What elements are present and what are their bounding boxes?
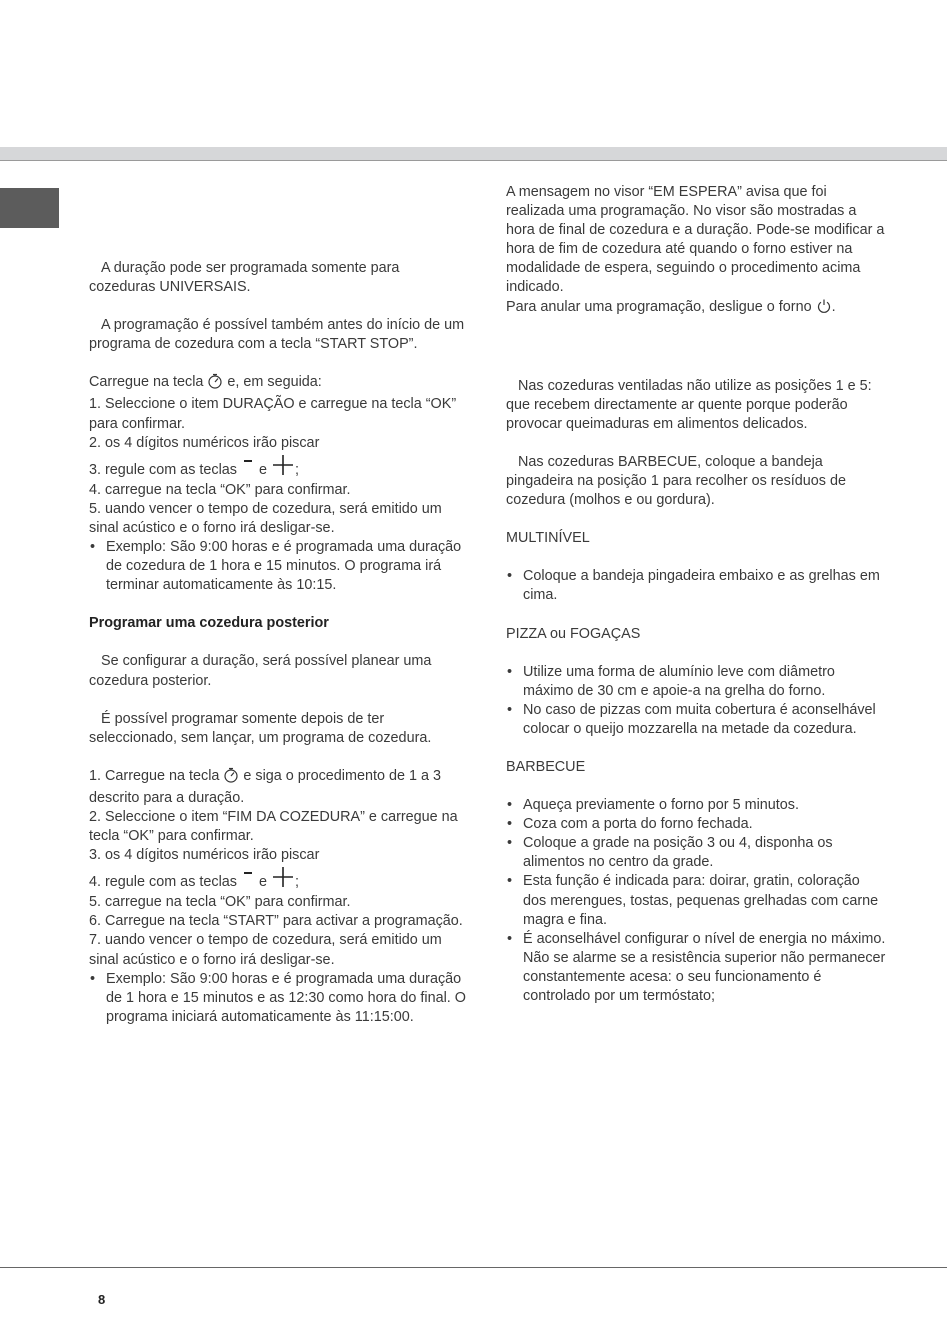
list-item: • No caso de pizzas com muita cobertura é aconselhável colocar o queijo mozzarella na metade da cozedura. — [506, 701, 886, 739]
later-step-4: 4. regule com as teclas e ; — [89, 865, 469, 893]
duration-step-1: 1. Seleccione o item DURAÇÃO e carregue na tecla “OK” para confirmar. — [89, 396, 457, 432]
duration-start-stop-paragraph: A programação é possível também antes do início de um programa de cozedura com a tecla “START STOP”. — [89, 317, 465, 353]
header-band — [0, 147, 947, 160]
list-item: • Utilize uma forma de alumínio leve com diâmetro máximo de 30 cm e apoie-a na grelha do forno. — [506, 663, 886, 701]
section-heading-later-cooking: Programar uma cozedura posterior — [89, 615, 329, 632]
duration-step-4: 4. carregue na tecla “OK” para confirmar. — [89, 481, 351, 498]
footer-rule — [0, 1267, 947, 1268]
press-timer-line: Carregue na tecla e, em seguida: — [89, 373, 469, 395]
pizza-list — [506, 663, 886, 739]
left-column — [89, 259, 469, 1027]
later-step-5: 5. carregue na tecla “OK” para confirmar. — [89, 894, 351, 911]
later-cooking-intro: Se configurar a duração, será possível planear uma cozedura posterior. — [89, 653, 432, 689]
later-step-3: 3. os 4 dígitos numéricos irão piscar — [89, 847, 320, 864]
language-tab-marker — [0, 188, 59, 228]
standby-message-paragraph: A mensagem no visor “EM ESPERA” avisa que foi realizada uma programação. No visor são mostradas a hora de final de cozedura e a duração. Pode-se modificar a hora de fim de cozedura até quando o forno estiver na modalidade de espera, seguindo o procedimento acima indicado. — [506, 184, 885, 296]
list-item: • Coloque a grade na posição 3 ou 4, disponha os alimentos no centro da grade. — [506, 834, 886, 872]
page-number: 8 — [98, 1292, 106, 1307]
ventilated-cooking-paragraph: Nas cozeduras ventiladas não utilize as posições 1 e 5: que recebem directamente ar quente porque poderão provocar queimaduras em alimentos delicados. — [506, 377, 872, 432]
power-icon — [816, 298, 832, 320]
duration-example-list — [89, 538, 469, 595]
list-item: • Aqueça previamente o forno por 5 minutos. — [506, 796, 886, 815]
duration-step-3: 3. regule com as teclas e ; — [89, 453, 469, 481]
list-item: • Coloque a bandeja pingadeira embaixo e as grelhas em cima. — [506, 567, 886, 605]
later-step-6: 6. Carregue na tecla “START” para activar a programação. — [89, 913, 463, 930]
later-step-1: 1. Carregue na tecla e siga o procedimento de 1 a 3 descrito para a duração. — [89, 767, 442, 806]
duration-step-2: 2. os 4 dígitos numéricos irão piscar — [89, 434, 320, 451]
list-item: • É aconselhável configurar o nível de energia no máximo. Não se alarme se a resistência superior não permanecer constantemente acesa: o seu funcionamento é controlado por um termóstato; — [506, 930, 886, 1006]
header-band-line — [0, 160, 947, 161]
right-column — [506, 183, 886, 1006]
barbecue-tray-paragraph: Nas cozeduras BARBECUE, coloque a bandeja pingadeira na posição 1 para recolher os resíduos de cozedura (molhos e ou gordura). — [506, 453, 846, 509]
multinivel-list — [506, 567, 886, 605]
later-example-list — [89, 970, 469, 1027]
list-item: • Esta função é indicada para: doirar, gratin, coloração dos merengues, tostas, pequenas grelhadas com carne magra e fina. — [506, 872, 886, 929]
duration-step-5: 5. uando vencer o tempo de cozedura, será emitido um sinal acústico e o forno irá desligar-se. — [89, 500, 442, 536]
barbecue-title: BARBECUE — [506, 758, 586, 775]
barbecue-list — [506, 796, 886, 1006]
timer-icon — [223, 767, 239, 789]
later-step-2: 2. Seleccione o item “FIM DA COZEDURA” e carregue na tecla “OK” para confirmar. — [89, 808, 458, 845]
later-step-7: 7. uando vencer o tempo de cozedura, será emitido um sinal acústico e o forno irá desligar-se. — [89, 932, 442, 968]
list-item: • Exemplo: São 9:00 horas e é programada uma duração de 1 hora e 15 minutos e as 12:30 como hora do final. O programa iniciará automaticamente às 11:15:00. — [89, 970, 469, 1027]
multinivel-title: MULTINÍVEL — [506, 530, 590, 547]
timer-icon — [207, 373, 223, 395]
duration-intro-paragraph: A duração pode ser programada somente para cozeduras UNIVERSAIS. — [89, 260, 400, 296]
cancel-programming-line: Para anular uma programação, desligue o forno . — [506, 298, 886, 320]
pizza-title: PIZZA ou FOGAÇAS — [506, 625, 641, 642]
list-item: • Coza com a porta do forno fechada. — [506, 815, 886, 834]
later-cooking-condition: É possível programar somente depois de ter seleccionado, sem lançar, um programa de cozedura. — [89, 710, 432, 746]
list-item: • Exemplo: São 9:00 horas e é programada uma duração de cozedura de 1 hora e 15 minutos. O programa irá terminar automaticamente às 10:15. — [89, 538, 469, 595]
